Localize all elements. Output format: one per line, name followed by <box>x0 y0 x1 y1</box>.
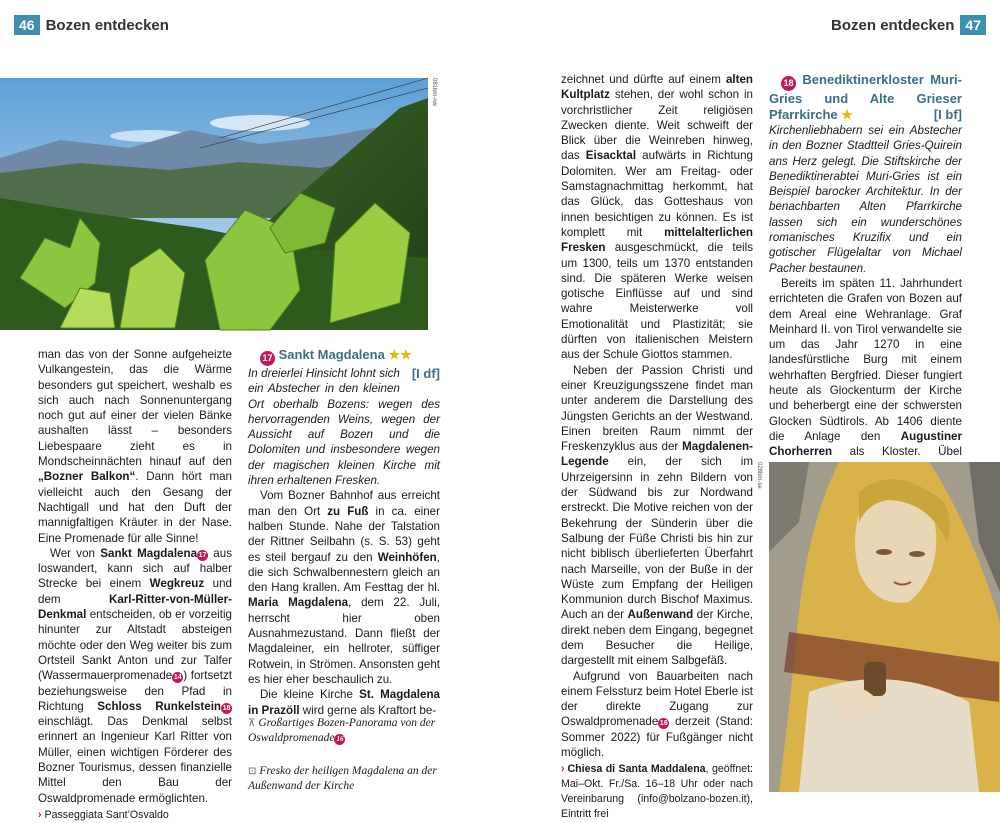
poi-badge: 18 <box>222 704 231 712</box>
paragraph: Bereits im späten 11. Jahrhundert errichteten die Grafen von Bozen auf dem Areal eine Wehranlage. Graf Meinhard II. von Tirol verwandelte sie um das Jahr 1270 in eine landesfürstliche Burg mit einem wehrhaften Bergfried. Dieser fungiert heute als Glockenturm der Kirche und beherbergt eine der schwersten Glocken Südtirols. Ab 1406 diente die Anlage den Augustiner Chorherren als Kloster. Übel <box>769 276 962 459</box>
paragraph: Wer von Sankt Magdalena 17 aus loswandert, kann sich auf halber Strecke bei einem Wegkreuz und dem Karl-Ritter-von-Müller-Denkmal entscheiden, ob er vorzeitig hinunter zur Altstadt absteigen möchte oder den Weg weiter bis zum Ortsteil Sankt Anton und zur Talfer (Wassermauerpromenade 14 ) fortsetzt beziehungsweise den Pfad in Richtung Schloss Runkelstein 18 einschlägt. Das Denkmal selbst erinnert an Ingenieur Karl Ritter von Müller, einen wichtigen Förderer des Bozner Tourismus, dessen finanzielle Mittel den Bau der Oswaldpromenade ermöglichten. <box>38 546 232 805</box>
info-line: › Chiesa di Santa Maddalena, geöffnet: Mai–Okt. Fr./Sa. 16–18 Uhr oder nach Vereinbarung (info@bolzano-bozen.it), Eintritt frei <box>561 763 753 821</box>
poi-badge: 17 <box>198 551 207 559</box>
intro-text: In dreierlei Hinsicht lohnt sich ein Abstecher in den kleinen Ort oberhalb Bozens: wegen des hervorragenden Weins, wegen der Aussicht auf Bozen und die Dolomiten und insbesondere wegen der magischen kleinen Kirche mit ihren erhaltenen Fresken. <box>248 367 440 488</box>
paragraph: Aufgrund von Bauarbeiten nach einem Felssturz beim Hotel Eberle ist der direkte Zugang zur Oswaldpromenade 16 derzeit (Stand: Sommer 2022) für Fußgänger nicht möglich. <box>561 669 754 760</box>
right-column-2 <box>769 72 962 475</box>
paragraph: Vom Bozner Bahnhof aus erreicht man den Ort zu Fuß in ca. einer halben Stunde. Nahe der Talstation der Rittner Seilbahn (s. S. 53) geht es steil bergauf zu den Weinhöfen, die sich Schwalbennestern gleich an den Hang krallen. Am Festtag der hl. Maria Magdalena, dem 22. Juli, herrscht hier oben Ausnahmezustand. Dann fließt der Magdaleiner, ein hellroter, süffiger Rotwein, in Strömen. Ansonsten geht es hier eher beschaulich zu. <box>248 489 440 686</box>
section-heading: 17 Sankt Magdalena ★★ [I df] <box>248 347 440 366</box>
star-rating: ★★ <box>388 347 412 362</box>
paragraph: Neben der Passion Christi und einer Kreuzigungsszene findet man unter anderem die Darstellung des Jüngsten Gerichts an der Westwand. Einen breiten Raum nimmt der Freskenzyklus aus der Magdalenen-Legende ein, der sich im Uhrzeigersinn in zehn Bildern von der Südwand bis zur Nordwand erstreckt. Die Motive reichen von der Bekehrung der Sünderin über die Salbung der Füße Christi bis hin zur nicht biblisch überlieferten Überfahrt nach Marseille, von der Buße in der Wüste zum Empfang der Heiligen Kommunion durch Bischof Maximus. Auch an der Außenwand der Kirche, direkt neben dem Eingang, begegnet dem Besucher die Heilige, dargestellt mit einem Salbgefäß. <box>561 363 753 668</box>
intro-text: Kirchenliebhabern sei ein Abstecher in den Bozner Stadtteil Gries-Quirein ans Herz gelegt. Die Stiftskirche der Benediktinerabtei Muri-Gries ist ein Beispiel barocker Architektur. In der benachbarten Alten Pfarrkirche lassen sich ein wunderschönes romanisches Kruzifix und ein gotischer Flügelaltar von Michael Pacher bestaunen. <box>769 124 962 275</box>
poi-badge: 14 <box>173 674 182 682</box>
chevron-right-icon: › <box>561 763 565 776</box>
right-column-1 <box>561 72 753 822</box>
right-page-number: 47 <box>960 15 986 35</box>
info-line: › Passeggiata Sant’Osvaldo <box>38 808 169 821</box>
poi-badge: 18 <box>781 76 796 91</box>
poi-badge: 16 <box>659 720 668 728</box>
star-rating: ★ <box>841 107 853 122</box>
right-header-title: Bozen entdecken <box>831 16 955 34</box>
left-page-header <box>14 14 169 36</box>
section-heading: 18 Benediktinerkloster Muri-Gries und Alte Grieser Pfarrkirche ★ [I bf] <box>769 72 962 122</box>
left-page-number: 46 <box>14 15 40 35</box>
poi-badge: 17 <box>260 351 275 366</box>
right-page-header <box>831 14 986 36</box>
paragraph: Die kleine Kirche St. Magdalena in Prazöll wird gerne als Kraftort be- <box>248 688 441 717</box>
paragraph: zeichnet und dürfte auf einem alten Kultplatz stehen, der wohl schon in vorchristlicher Zeit religiösen Zwecken diente. Weit schweift der Blick über die Weinreben hinweg, das Eisacktal aufwärts in Richtung Dolomiten. Wer am Freitag- oder Samstagnachmittag herkommt, hat das Glück, das Gotteshaus von innen besichtigen zu können. Es ist komplett mit mittelalterlichen Fresken ausgeschmückt, die teils um 1300, teils um 1370 entstanden sind. Die späteren Werke weisen gotische Einflüsse auf und sind wahre Meisterwerke voll Emotionalität und Plastizität; sie dürften von italienischen Meistern aus der Schule Giottos stammen. <box>561 73 753 362</box>
image-up-icon: ⊼ <box>248 718 256 729</box>
chevron-right-icon: › <box>38 808 42 821</box>
left-header-title: Bozen entdecken <box>45 16 169 34</box>
photo-credit: 081bm-nw <box>431 78 437 107</box>
image-right-icon: ⊡ <box>248 766 257 777</box>
poi-badge: 16 <box>336 735 344 743</box>
left-column-2 <box>248 347 440 718</box>
left-column-1 <box>38 347 232 823</box>
vineyard-panorama-photo <box>0 78 428 330</box>
paragraph: man das von der Sonne aufgeheizte Vulkangestein, das die Wärme besonders gut speichert, weshalb es sich auch nach Sonnenuntergang noch gut auf einer der vielen Bänke aushalten lässt – besonders Liebespaare zieht es in Mondscheinnächten hinauf auf den „Bozner Balkon“. Dann hört man vielleicht auch den Gesang der Nachtigall und hat den Duft der mannigfaltigen Kräuter in der Nase. Eine Promenade für alle Sinne! <box>38 348 232 545</box>
caption-fresco: ⊡ Fresko der heiligen Magdalena an der Außenwand der Kirche <box>248 765 437 792</box>
fresco-photo <box>769 462 1000 792</box>
caption-panorama: ⊼ Großartiges Bozen-Panorama von der Oswaldpromenade 16 <box>248 717 436 744</box>
photo-credit: 028bm-se <box>756 462 762 489</box>
